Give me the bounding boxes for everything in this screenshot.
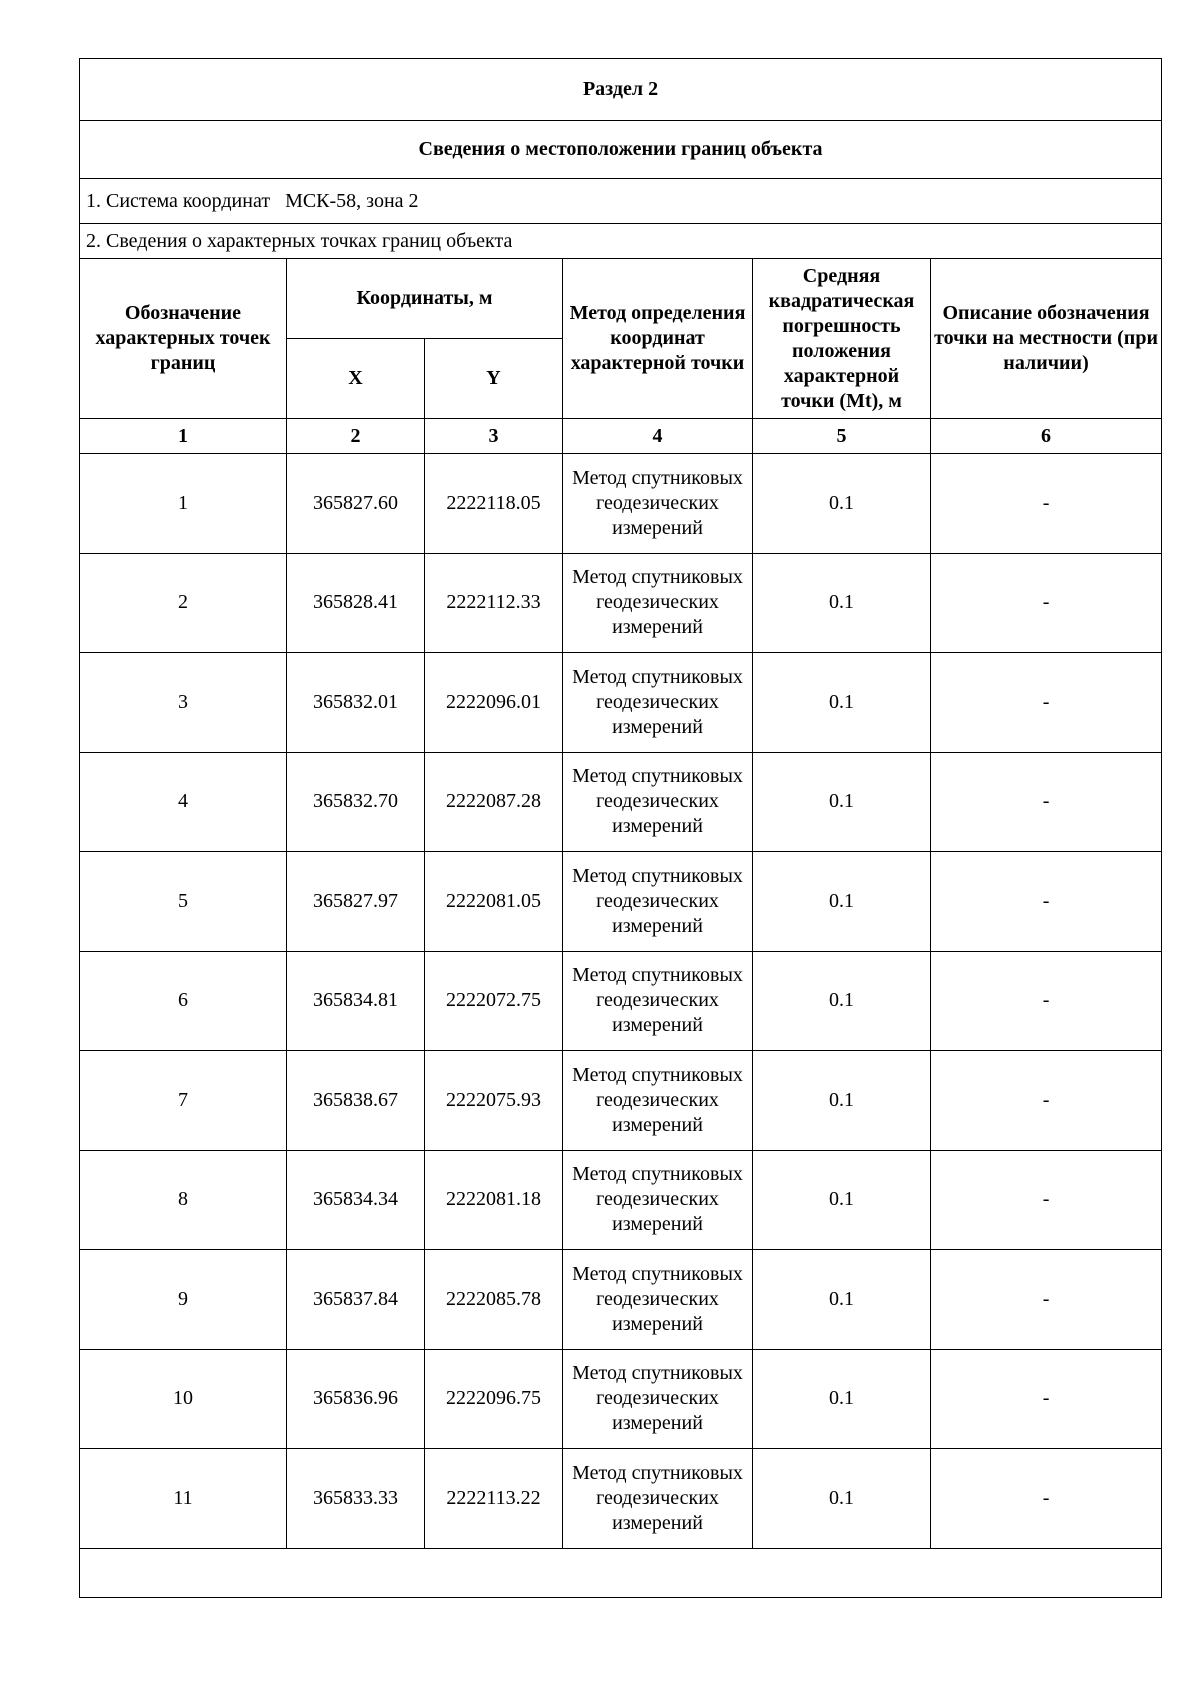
section-title-row — [80, 59, 1162, 121]
boundary-points-table — [79, 58, 1162, 1598]
cell-y: 2222072.75 — [425, 951, 563, 1051]
cell-x: 365832.01 — [287, 653, 425, 753]
cell-mean-error: 0.1 — [753, 1150, 931, 1250]
cell-description: - — [931, 752, 1162, 852]
coordinate-system-cell — [80, 179, 1162, 224]
cell-x: 365837.84 — [287, 1250, 425, 1350]
cell-method: Метод спутниковых геодезических измерений — [563, 752, 753, 852]
cell-mean-error: 0.1 — [753, 1349, 931, 1449]
cell-y: 2222087.28 — [425, 752, 563, 852]
points-heading: 2. Сведения о характерных точках границ объекта — [80, 224, 1162, 259]
cell-y: 2222081.05 — [425, 852, 563, 952]
cell-point: 4 — [80, 752, 287, 852]
table-row — [80, 852, 1162, 952]
cell-point: 1 — [80, 454, 287, 554]
table-row — [80, 1250, 1162, 1350]
column-number: 2 — [287, 419, 425, 454]
cell-method: Метод спутниковых геодезических измерений — [563, 1250, 753, 1350]
empty-footer-row — [80, 1548, 1162, 1597]
header-coordinates: Координаты, м — [287, 259, 563, 339]
column-number: 5 — [753, 419, 931, 454]
cell-y: 2222113.22 — [425, 1449, 563, 1549]
cell-description: - — [931, 454, 1162, 554]
cell-method: Метод спутниковых геодезических измерений — [563, 1150, 753, 1250]
section-title: Раздел 2 — [80, 59, 1162, 121]
cell-point: 3 — [80, 653, 287, 753]
cell-mean-error: 0.1 — [753, 1449, 931, 1549]
cell-method: Метод спутниковых геодезических измерений — [563, 852, 753, 952]
table-row — [80, 1051, 1162, 1151]
data-rows — [80, 454, 1162, 1549]
header-y: Y — [425, 339, 563, 419]
table-row — [80, 1150, 1162, 1250]
header-method: Метод определения координат характерной точки — [563, 259, 753, 419]
points-heading-row — [80, 224, 1162, 259]
cell-description: - — [931, 1449, 1162, 1549]
table-row — [80, 951, 1162, 1051]
column-number: 1 — [80, 419, 287, 454]
cell-mean-error: 0.1 — [753, 1250, 931, 1350]
column-number: 6 — [931, 419, 1162, 454]
cell-point: 7 — [80, 1051, 287, 1151]
section-subtitle-row — [80, 121, 1162, 179]
cell-x: 365828.41 — [287, 553, 425, 653]
cell-description: - — [931, 653, 1162, 753]
cell-y: 2222118.05 — [425, 454, 563, 554]
cell-mean-error: 0.1 — [753, 752, 931, 852]
header-row-1 — [80, 259, 1162, 339]
empty-footer-cell — [80, 1548, 1162, 1597]
cell-description: - — [931, 1051, 1162, 1151]
cell-description: - — [931, 852, 1162, 952]
cell-y: 2222085.78 — [425, 1250, 563, 1350]
column-number: 3 — [425, 419, 563, 454]
cell-x: 365833.33 — [287, 1449, 425, 1549]
cell-point: 10 — [80, 1349, 287, 1449]
cell-mean-error: 0.1 — [753, 553, 931, 653]
cell-method: Метод спутниковых геодезических измерений — [563, 454, 753, 554]
cell-point: 6 — [80, 951, 287, 1051]
column-number: 4 — [563, 419, 753, 454]
cell-method: Метод спутниковых геодезических измерений — [563, 1051, 753, 1151]
cell-x: 365832.70 — [287, 752, 425, 852]
header-mean-error: Средняя квадратическая погрешность положения характерной точки (Mt), м — [753, 259, 931, 419]
column-numbers-row — [80, 419, 1162, 454]
cell-point: 2 — [80, 553, 287, 653]
cell-description: - — [931, 553, 1162, 653]
cell-mean-error: 0.1 — [753, 951, 931, 1051]
table-row — [80, 752, 1162, 852]
section-subtitle: Сведения о местоположении границ объекта — [80, 121, 1162, 179]
cell-point: 9 — [80, 1250, 287, 1350]
cell-y: 2222081.18 — [425, 1150, 563, 1250]
coordinate-system-label: 1. Система координат — [86, 189, 271, 212]
cell-description: - — [931, 951, 1162, 1051]
table-row — [80, 653, 1162, 753]
coordinate-system-row — [80, 179, 1162, 224]
cell-description: - — [931, 1349, 1162, 1449]
cell-x: 365827.97 — [287, 852, 425, 952]
cell-description: - — [931, 1150, 1162, 1250]
table-row — [80, 454, 1162, 554]
coordinate-system-value: МСК-58, зона 2 — [285, 189, 419, 212]
cell-y: 2222096.75 — [425, 1349, 563, 1449]
header-point-designation: Обозначение характерных точек границ — [80, 259, 287, 419]
cell-point: 11 — [80, 1449, 287, 1549]
cell-mean-error: 0.1 — [753, 653, 931, 753]
cell-mean-error: 0.1 — [753, 454, 931, 554]
cell-x: 365834.81 — [287, 951, 425, 1051]
cell-y: 2222096.01 — [425, 653, 563, 753]
cell-method: Метод спутниковых геодезических измерений — [563, 1449, 753, 1549]
cell-mean-error: 0.1 — [753, 852, 931, 952]
cell-mean-error: 0.1 — [753, 1051, 931, 1151]
cell-method: Метод спутниковых геодезических измерений — [563, 951, 753, 1051]
cell-y: 2222075.93 — [425, 1051, 563, 1151]
cell-x: 365834.34 — [287, 1150, 425, 1250]
table-row — [80, 1449, 1162, 1549]
cell-method: Метод спутниковых геодезических измерений — [563, 1349, 753, 1449]
cell-method: Метод спутниковых геодезических измерений — [563, 653, 753, 753]
cell-method: Метод спутниковых геодезических измерений — [563, 553, 753, 653]
cell-point: 5 — [80, 852, 287, 952]
cell-x: 365836.96 — [287, 1349, 425, 1449]
table-row — [80, 1349, 1162, 1449]
cell-x: 365838.67 — [287, 1051, 425, 1151]
header-description: Описание обозначения точки на местности (при наличии) — [931, 259, 1162, 419]
header-x: X — [287, 339, 425, 419]
cell-y: 2222112.33 — [425, 553, 563, 653]
table-row — [80, 553, 1162, 653]
cell-point: 8 — [80, 1150, 287, 1250]
cell-description: - — [931, 1250, 1162, 1350]
cell-x: 365827.60 — [287, 454, 425, 554]
